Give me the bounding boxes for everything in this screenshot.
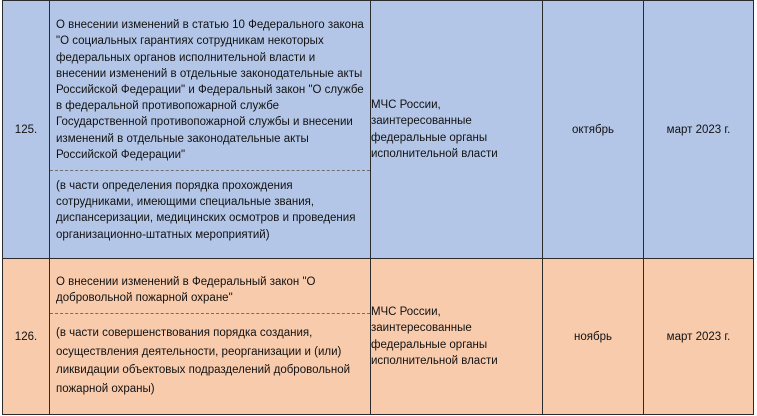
row-number: 126. xyxy=(3,259,50,415)
bill-note: (в части определения порядка прохождения сотрудниками, имеющими специальные звания, диспансеризации, медицинских осмотров и проведения организационно-штатных мероприятий) xyxy=(56,180,356,241)
executors-cell: МЧС России, заинтересованные федеральные органы исполнительной власти xyxy=(371,1,543,259)
row-number: 125. xyxy=(3,1,50,259)
legislative-plan-table xyxy=(2,0,754,415)
bill-title: О внесении изменений в Федеральный закон "О добровольной пожарной охране" xyxy=(50,267,370,314)
executors-cell: МЧС России, заинтересованные федеральные органы исполнительной власти xyxy=(371,259,543,415)
development-month-cell: октябрь xyxy=(543,1,644,259)
development-month-cell: ноябрь xyxy=(543,259,644,415)
submission-date-cell: март 2023 г. xyxy=(644,259,754,415)
bill-title-cell xyxy=(50,259,371,415)
bill-title: О внесении изменений в статью 10 Федерального закона "О социальных гарантиях сотрудникам некоторых федеральных органов исполнительной власти и внесении изменений в отдельные законодательные акты Российской Федерации" и Федеральный закон "О службе в федеральной противопожарной службе Государственной противопожарной службы и внесении изменений в отдельные законодательные акты Российской Федерации" xyxy=(50,9,370,171)
table-row xyxy=(3,259,754,415)
table-row xyxy=(3,1,754,259)
submission-date-cell: март 2023 г. xyxy=(644,1,754,259)
bill-note: (в части совершенствования порядка создания, осуществления деятельности, реорганизации и (или) ликвидации объектовых подразделений добровольной пожарной охраны) xyxy=(56,327,351,395)
bill-title-cell xyxy=(50,1,371,259)
